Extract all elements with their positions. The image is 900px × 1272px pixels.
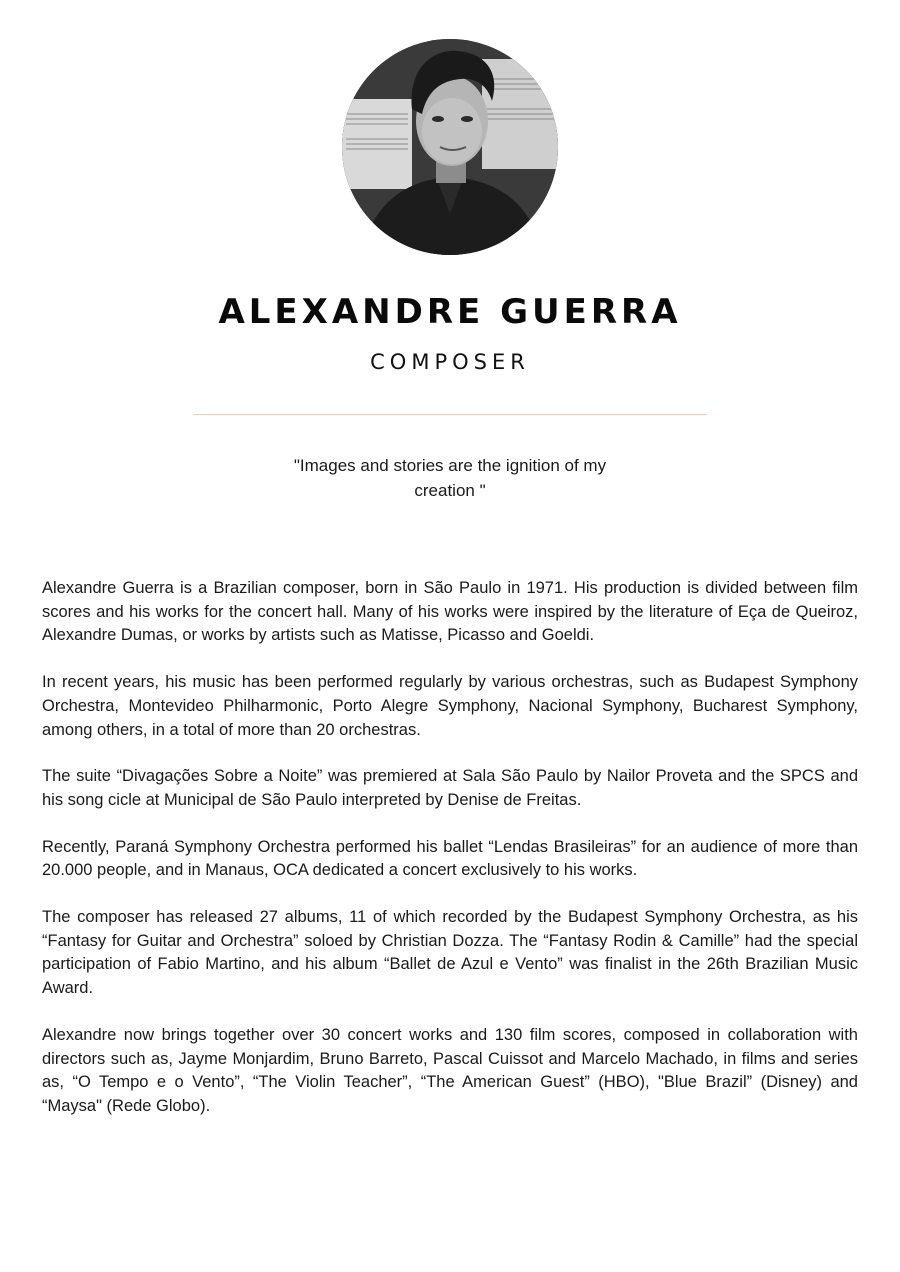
- quote: "Images and stories are the ignition of my creation ": [293, 456, 607, 500]
- bio-paragraph: Recently, Paraná Symphony Orchestra performed his ballet “Lendas Brasileiras” for an audience of more than 20.000 people, and in Manaus, OCA dedicated a concert exclusively to his works.: [42, 837, 858, 880]
- divider-line: [193, 414, 707, 415]
- bio-paragraph: Alexandre Guerra is a Brazilian composer, born in São Paulo in 1971. His production is divided between film scores and his works for the concert hall. Many of his works were inspired by the literature of Eça de Queiroz, Alexandre Dumas, or works by artists such as Matisse, Picasso and Goeldi.: [42, 579, 858, 645]
- bio-paragraph: Alexandre now brings together over 30 concert works and 130 film scores, composed in collaboration with directors such as, Jayme Monjardim, Bruno Barreto, Pascal Cuissot and Marcelo Machado, in films and series as, “O Tempo e o Vento”, “The Violin Teacher”, “The American Guest” (HBO), "Blue Brazil” (Disney) and “Maysa" (Rede Globo).: [42, 1025, 858, 1115]
- bio-paragraph: The composer has released 27 albums, 11 of which recorded by the Budapest Symphony Orchestra, as his “Fantasy for Guitar and Orchestra” soloed by Christian Dozza. The “Fantasy Rodin & Camille” had the special participation of Fabio Martino, and his album “Ballet de Azul e Vento” was finalist in the 26th Brazilian Music Award.: [42, 908, 858, 998]
- composer-name: ALEXANDRE GUERRA: [218, 292, 682, 332]
- composer-role: COMPOSER: [370, 350, 530, 374]
- portrait-photo: [342, 39, 558, 255]
- portrait-illustration: [342, 39, 558, 255]
- bio-paragraph: In recent years, his music has been performed regularly by various orchestras, such as Budapest Symphony Orchestra, Montevideo Philharmonic, Porto Alegre Symphony, Nacional Symphony, Bucharest Symphony, among others, in a total of more than 20 orchestras.: [42, 673, 858, 739]
- bio-paragraph: The suite “Divagações Sobre a Noite” was premiered at Sala São Paulo by Nailor Proveta and the SPCS and his song cicle at Municipal de São Paulo interpreted by Denise de Freitas.: [42, 767, 858, 809]
- biography: [42, 577, 858, 1142]
